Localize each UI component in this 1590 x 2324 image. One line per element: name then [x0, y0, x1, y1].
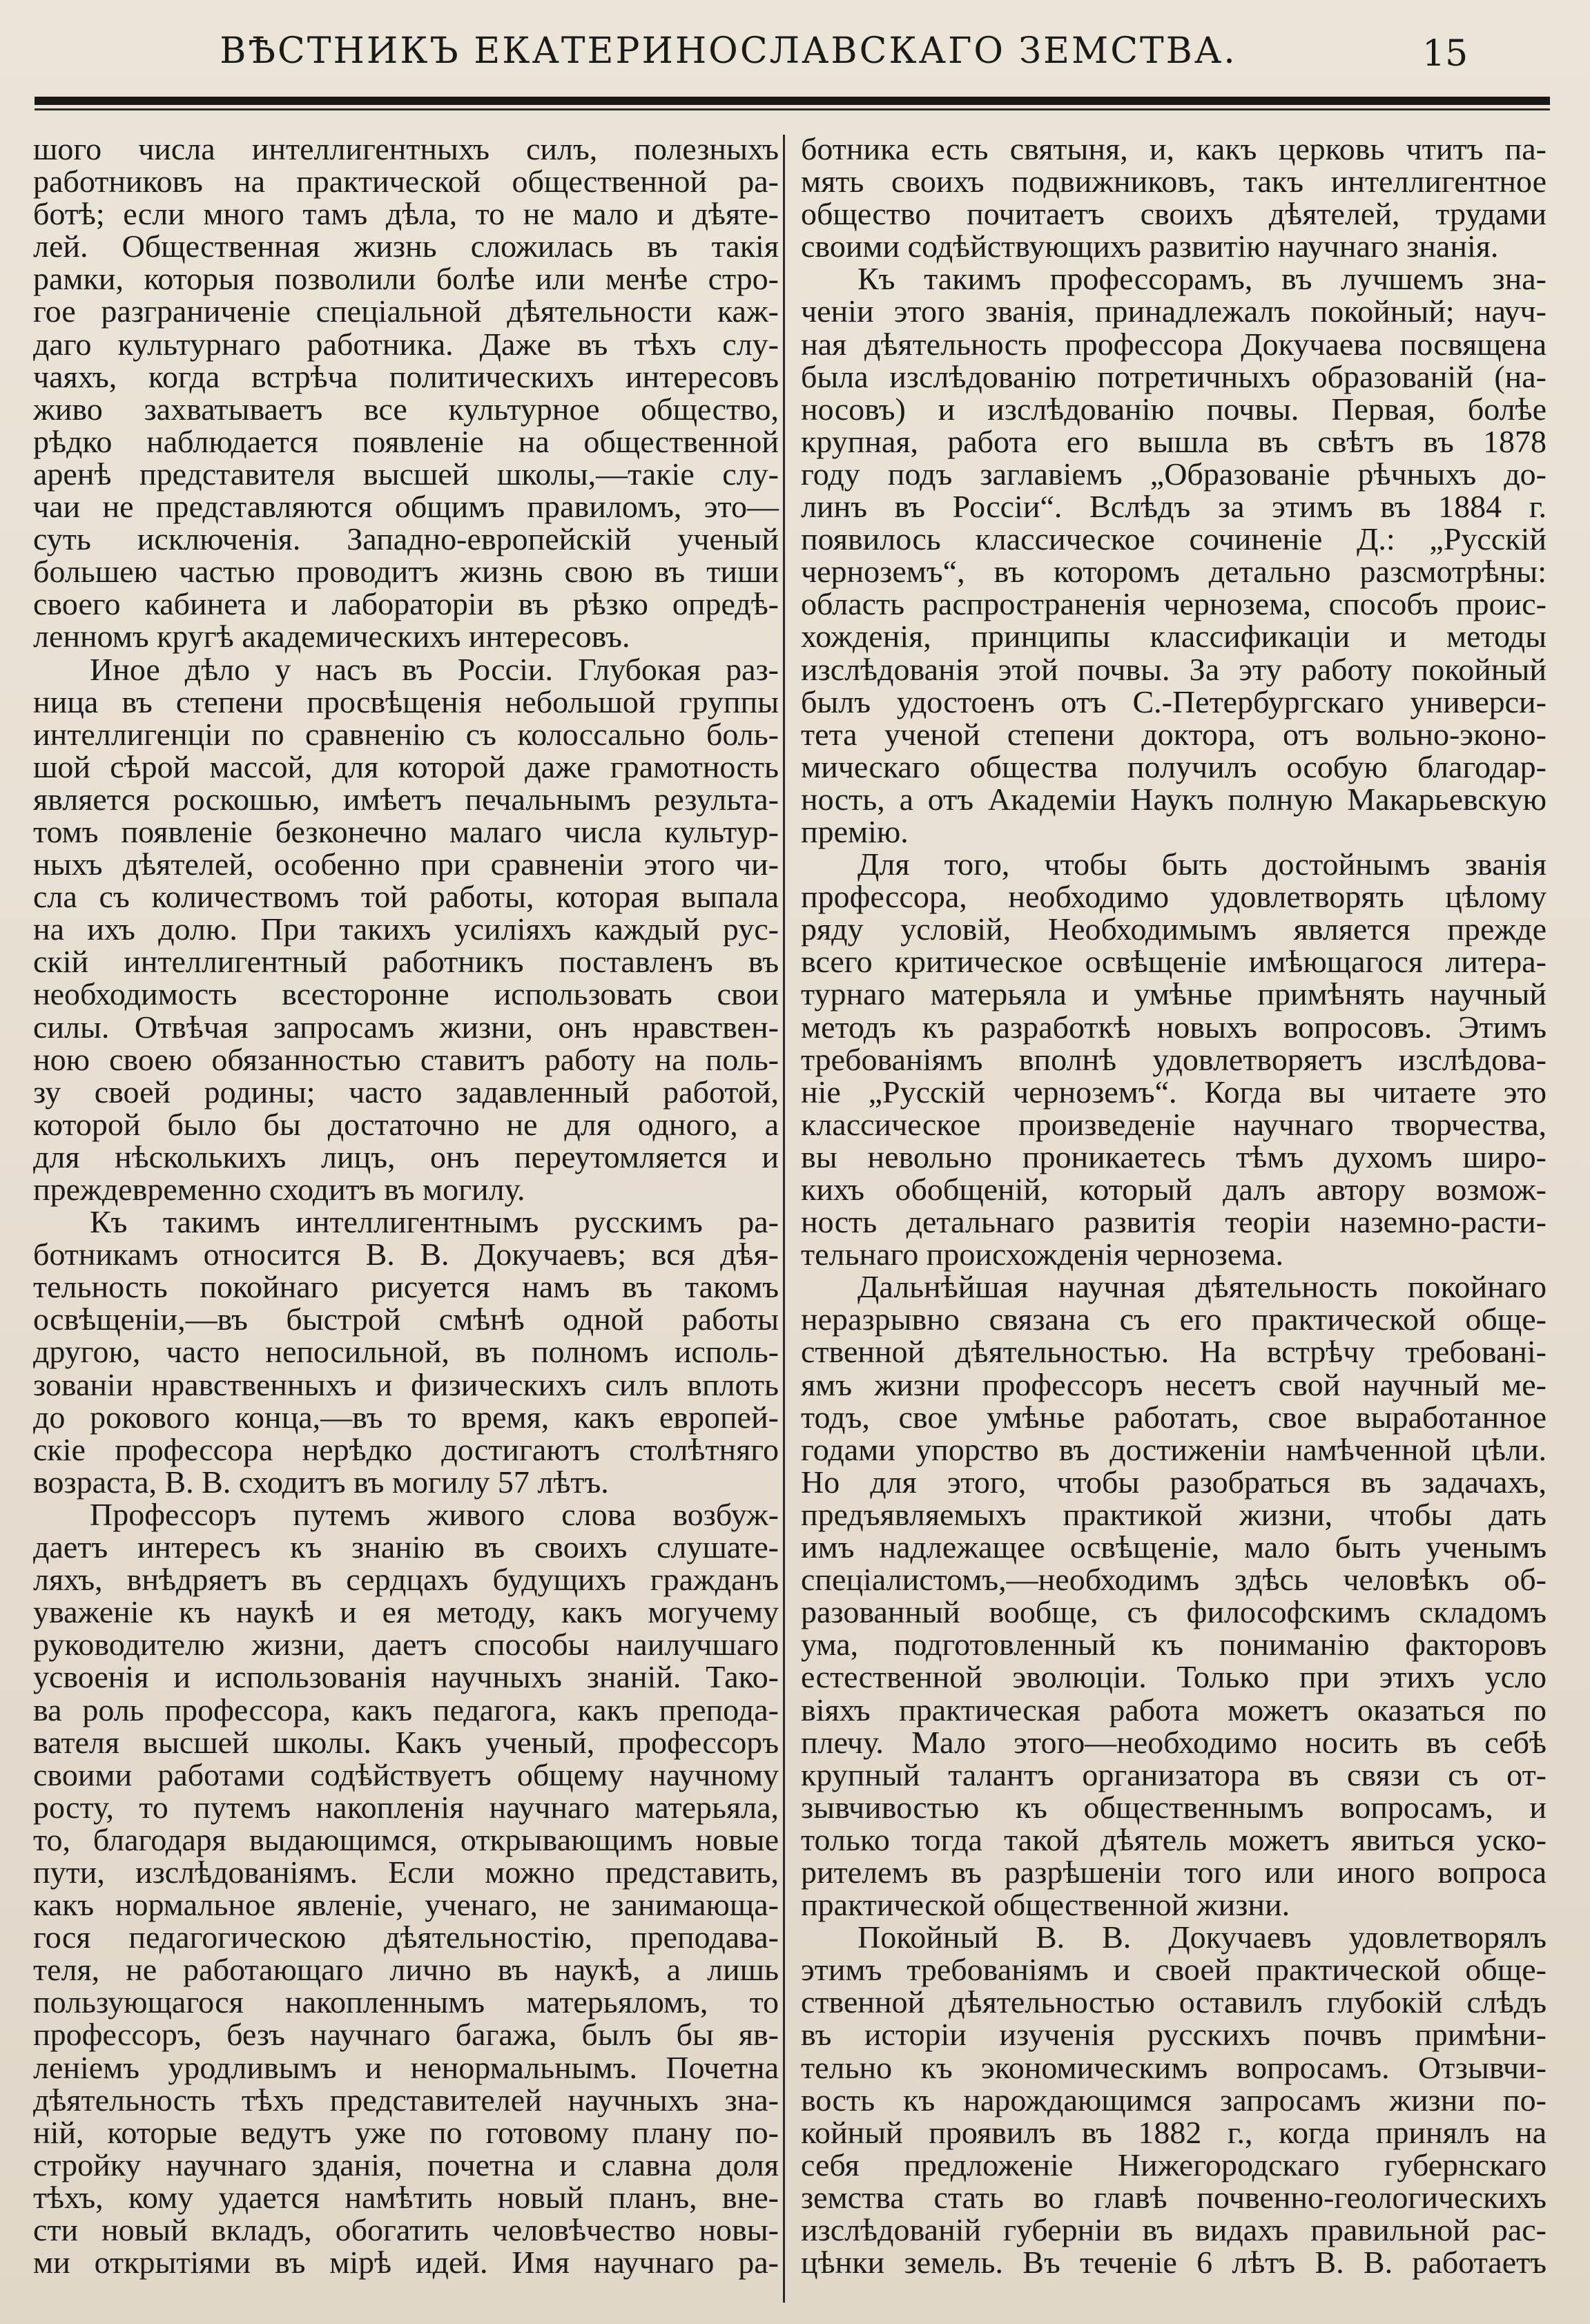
text-line: ною своею обязанностью ставитъ работу на поль-	[33, 1041, 779, 1077]
text-line: какъ нормальное явленіе, ученаго, не занимающа-	[33, 1887, 779, 1923]
text-line: мическаго общества получилъ особую благодар-	[801, 748, 1547, 784]
text-line: классическое произведеніе научнаго творчества,	[801, 1106, 1547, 1142]
text-line: является роскошью, имѣетъ печальнымъ результа-	[33, 781, 779, 817]
text-line: ума, подготовленный къ пониманію факторовъ	[801, 1627, 1547, 1663]
text-line: другою, часто непосильной, въ полномъ исполь-	[33, 1334, 779, 1370]
text-line: ченіи этого званія, принадлежалъ покойный; науч-	[801, 293, 1547, 329]
text-line: крупная, работа его вышла въ свѣтъ въ 1878	[801, 423, 1547, 459]
text-line: разованный вообще, съ философскимъ складомъ	[801, 1594, 1547, 1630]
text-line: спеціалистомъ,—необходимъ здѣсь человѣкъ об-	[801, 1562, 1547, 1598]
text-line: койный проявилъ въ 1882 г., когда принялъ на	[801, 2114, 1547, 2150]
text-line: ніе „Русскій черноземъ“. Когда вы читаете это	[801, 1074, 1547, 1110]
text-line: мять своихъ подвижниковъ, такъ интеллигентное	[801, 164, 1547, 200]
text-line: Дальнѣйшая научная дѣятельность покойнаго	[857, 1269, 1547, 1305]
text-line: имъ надлежащее освѣщеніе, мало быть ученымъ	[801, 1529, 1547, 1565]
text-line: даго культурнаго работника. Даже въ тѣхъ слу-	[33, 326, 779, 362]
header-rule-thick	[35, 97, 1550, 105]
text-line: ственной дѣятельностью. На встрѣчу требованi-	[801, 1334, 1547, 1370]
text-line: ница въ степени просвѣщенія небольшой группы	[33, 684, 779, 719]
text-line: гое разграниченіе спеціальной дѣятельности каж-	[33, 293, 779, 329]
text-line: ряду условій, Необходимымъ является прежде	[801, 911, 1547, 947]
running-title: ВѢСТНИКЪ ЕКАТЕРИНОСЛАВСКАГО ЗЕМСТВА.	[220, 30, 1237, 72]
text-line: тѣхъ, кому удается намѣтить новый планъ, вне-	[33, 2179, 779, 2215]
text-line: преждевременно сходитъ въ могилу.	[33, 1172, 525, 1207]
text-line: ботника есть святыня, и, какъ церковь чтитъ па-	[801, 131, 1547, 166]
text-line: себя предложеніе Нижегородскаго губернскаго	[801, 2147, 1547, 2182]
text-line: плечу. Мало этого—необходимо носить въ себѣ	[801, 1724, 1547, 1760]
text-line: требованіямъ вполнѣ удовлетворяетъ изслѣдова-	[801, 1041, 1547, 1077]
text-line: ность, а отъ Академіи Наукъ полную Макарьевскую	[801, 781, 1547, 817]
text-line: крупный талантъ организатора въ связи съ от-	[801, 1756, 1547, 1792]
text-line: ній, которые ведутъ уже по готовому плану по-	[33, 2114, 779, 2150]
text-line: леніемъ уродливымъ и ненормальнымъ. Почетна	[33, 2049, 779, 2085]
text-line: вателя высшей школы. Какъ ученый, профессоръ	[33, 1724, 779, 1760]
text-line: неразрывно связана съ его практической обще-	[801, 1301, 1547, 1337]
text-line: ственной дѣятельностью оставилъ глубокій слѣдъ	[801, 1984, 1547, 2020]
text-line: вость къ нарождающимся запросамъ жизни по-	[801, 2082, 1547, 2118]
text-line: суть исключенія. Западно-европейскій ученый	[33, 521, 779, 557]
text-line: своими работами содѣйствуетъ общему научному	[33, 1756, 779, 1792]
text-line: тодъ, свое умѣнье работать, свое выработанное	[801, 1399, 1547, 1435]
text-line: ва роль профессора, какъ педагога, какъ препода-	[33, 1692, 779, 1727]
text-line: кихъ обобщеній, который далъ автору возмож-	[801, 1172, 1547, 1207]
text-line: руководителю жизни, даетъ способы наилучшаго	[33, 1627, 779, 1663]
text-line: тельнаго происхожденія чернозема.	[801, 1237, 1283, 1272]
text-line: пользующагося накопленнымъ матерьяломъ, то	[33, 1984, 779, 2020]
text-line: интеллигенціи по сравненію съ колоссально боль-	[33, 716, 779, 752]
text-line: ботѣ; если много тамъ дѣла, то не мало и дѣяте-	[33, 196, 779, 232]
text-line: этимъ требованіямъ и своей практической обще-	[801, 1952, 1547, 1988]
page-number: 15	[1422, 33, 1468, 75]
text-line: до рокового конца,—въ то время, какъ европей-	[33, 1399, 779, 1435]
text-line: ленномъ кругѣ академическихъ интересовъ.	[33, 619, 630, 655]
text-line: тельность покойнаго рисуется намъ въ такомъ	[33, 1269, 779, 1305]
text-line: освѣщеніи,—въ быстрой смѣнѣ одной работы	[33, 1301, 779, 1337]
text-line: черноземъ“, въ которомъ детально разсмотрѣны:	[801, 554, 1547, 590]
text-line: чаяхъ, когда встрѣча политическихъ интересовъ	[33, 358, 779, 394]
text-line: годами упорство въ достиженіи намѣченной цѣли.	[801, 1431, 1547, 1467]
text-line: была изслѣдованію потретичныхъ образованій (на-	[801, 358, 1547, 394]
text-line: своими содѣйствующихъ развитію научнаго знанія.	[801, 229, 1499, 264]
text-line: ная дѣятельность профессора Докучаева посвящена	[801, 326, 1547, 362]
text-line: теля, не работающаго лично въ наукѣ, а лишь	[33, 1952, 779, 1988]
text-line: усвоенія и использованія научныхъ знаній. Тако-	[33, 1659, 779, 1695]
text-line: гося педагогическою дѣятельностію, преподава-	[33, 1919, 779, 1955]
text-line: предъявляемыхъ практикой жизни, чтобы дать	[801, 1496, 1547, 1532]
text-line: былъ удостоенъ отъ С.-Петербургскаго универси-	[801, 684, 1547, 719]
text-line: практической общественной жизни.	[801, 1887, 1290, 1923]
text-line: тета ученой степени доктора, отъ вольно-эконо-	[801, 716, 1547, 752]
text-line: ямъ жизни профессоръ несетъ свой научный ме-	[801, 1366, 1547, 1402]
text-line: хожденія, принципы классификаціи и методы	[801, 619, 1547, 655]
text-line: естественной эволюціи. Только при этихъ усло	[801, 1659, 1547, 1695]
text-line: премію.	[801, 813, 909, 849]
text-line: Профессоръ путемъ живого слова возбуж-	[90, 1496, 779, 1532]
text-line: даетъ интересъ къ знанію въ своихъ слушате-	[33, 1529, 779, 1565]
text-line: скіе профессора нерѣдко достигаютъ столѣтняго	[33, 1431, 779, 1467]
header-rule-thin	[35, 108, 1550, 110]
text-line: которой было бы достаточно не для одного, а	[33, 1106, 779, 1142]
page-header	[28, 26, 1560, 81]
text-line: ность детальнаго развитія теоріи наземно-расти-	[801, 1204, 1547, 1240]
text-line: шой сѣрой массой, для которой даже грамотность	[33, 748, 779, 784]
text-line: турнаго матерьяла и умѣнье примѣнять научный	[801, 976, 1547, 1012]
text-line: своего кабинета и лабораторіи въ рѣзко опредѣ-	[33, 586, 779, 622]
text-line: Для того, чтобы быть достойнымъ званія	[857, 846, 1547, 882]
text-line: стройку научнаго зданія, почетна и славна доля	[33, 2147, 779, 2182]
text-line: всего критическое освѣщеніе имѣющагося литера-	[801, 944, 1547, 980]
text-line: область распространенія чернозема, способъ проис-	[801, 586, 1547, 622]
text-line: тельно къ экономическимъ вопросамъ. Отзывчи-	[801, 2049, 1547, 2085]
text-line: большею частью проводитъ жизнь свою въ тиши	[33, 554, 779, 590]
text-line: рѣдко наблюдается появленіе на общественной	[33, 423, 779, 459]
text-line: Къ такимъ интеллигентнымъ русскимъ ра-	[90, 1204, 779, 1240]
text-line: линъ въ Россіи“. Вслѣдъ за этимъ въ 1884 г.	[801, 489, 1547, 525]
right-column	[801, 131, 1547, 2281]
text-line: ботникамъ относится В. В. Докучаевъ; вся дѣя-	[33, 1237, 779, 1272]
column-divider	[783, 135, 785, 2303]
text-line: сти новый вкладъ, обогатить человѣчество новы-	[33, 2212, 779, 2247]
text-line: ми открытіями въ мірѣ идей. Имя научнаго ра-	[33, 2245, 779, 2281]
text-line: уваженіе къ наукѣ и ея методу, какъ могучему	[33, 1594, 779, 1630]
text-line: Покойный В. В. Докучаевъ удовлетворялъ	[857, 1919, 1547, 1955]
text-line: цѣнки земель. Въ теченіе 6 лѣтъ В. В. работаетъ	[801, 2245, 1547, 2281]
left-column	[33, 131, 779, 2281]
text-line: появилось классическое сочиненіе Д.: „Русскій	[801, 521, 1547, 557]
text-line: шого числа интеллигентныхъ силъ, полезныхъ	[33, 131, 779, 166]
text-line: Къ такимъ профессорамъ, въ лучшемъ зна-	[857, 261, 1547, 297]
text-line: въ исторіи изученія русскихъ почвъ примѣни-	[801, 2017, 1547, 2053]
text-line: году подъ заглавіемъ „Образованіе рѣчныхъ до-	[801, 456, 1547, 492]
text-line: дѣятельность тѣхъ представителей научныхъ зна-	[33, 2082, 779, 2118]
text-line: профессора, необходимо удовлетворять цѣлому	[801, 879, 1547, 915]
text-line: живо захватываетъ все культурное общество,	[33, 391, 779, 427]
text-line: общество почитаетъ своихъ дѣятелей, трудами	[801, 196, 1547, 232]
text-line: ныхъ дѣятелей, особенно при сравненіи этого чи-	[33, 846, 779, 882]
text-line: рамки, которыя позволили болѣе или менѣе стро-	[33, 261, 779, 297]
text-line: аренѣ представителя высшей школы,—такіе слу-	[33, 456, 779, 492]
text-line: зованіи нравственныхъ и физическихъ силъ вплоть	[33, 1366, 779, 1402]
text-line: сла съ количествомъ той работы, которая выпала	[33, 879, 779, 915]
text-line: пути, изслѣдованіямъ. Если можно представить,	[33, 1854, 779, 1890]
text-line: носовъ) и изслѣдованію почвы. Первая, болѣе	[801, 391, 1547, 427]
text-line: на ихъ долю. При такихъ усиліяхъ каждый рус-	[33, 911, 779, 947]
text-line: Но для этого, чтобы разобраться въ задачахъ,	[801, 1464, 1547, 1500]
text-line: віяхъ практическая работа можетъ оказаться по	[801, 1692, 1547, 1727]
text-line: земства стать во главѣ почвенно-геологическихъ	[801, 2179, 1547, 2215]
text-line: росту, то путемъ накопленія научнаго матерьяла,	[33, 1789, 779, 1825]
text-line: зу своей родины; часто задавленный работой,	[33, 1074, 779, 1110]
text-line: только тогда такой дѣятель можетъ явиться уско-	[801, 1821, 1547, 1857]
text-line: профессоръ, безъ научнаго багажа, былъ бы яв-	[33, 2017, 779, 2053]
text-line: лей. Общественная жизнь сложилась въ такія	[33, 229, 779, 264]
text-line: вы невольно проникаетесь тѣмъ духомъ широ-	[801, 1139, 1547, 1174]
text-line: изслѣдованій губерніи въ видахъ правильной рас-	[801, 2212, 1547, 2247]
text-line: для нѣсколькихъ лицъ, онъ переутомляется и	[33, 1139, 779, 1174]
text-line: рителемъ въ разрѣшеніи того или иного вопроса	[801, 1854, 1547, 1890]
text-line: возраста, В. В. сходитъ въ могилу 57 лѣтъ.	[33, 1464, 609, 1500]
text-line: ляхъ, внѣдряетъ въ сердцахъ будущихъ гражданъ	[33, 1562, 779, 1598]
text-line: силы. Отвѣчая запросамъ жизни, онъ нравствен-	[33, 1009, 779, 1045]
text-line: зывчивостью къ общественнымъ вопросамъ, и	[801, 1789, 1547, 1825]
text-line: работниковъ на практической общественной ра-	[33, 164, 779, 200]
text-line: необходимость всесторонне использовать свои	[33, 976, 779, 1012]
text-line: Иное дѣло у насъ въ Россіи. Глубокая раз-	[90, 651, 779, 687]
text-line: то, благодаря выдающимся, открывающимъ новые	[33, 1821, 779, 1857]
text-line: чаи не представляются общимъ правиломъ, это—	[33, 489, 779, 525]
text-line: скій интеллигентный работникъ поставленъ въ	[33, 944, 779, 980]
text-line: изслѣдованія этой почвы. За эту работу покойный	[801, 651, 1547, 687]
text-line: методъ къ разработкѣ новыхъ вопросовъ. Этимъ	[801, 1009, 1547, 1045]
text-line: томъ появленіе безконечно малаго числа культур-	[33, 813, 779, 849]
